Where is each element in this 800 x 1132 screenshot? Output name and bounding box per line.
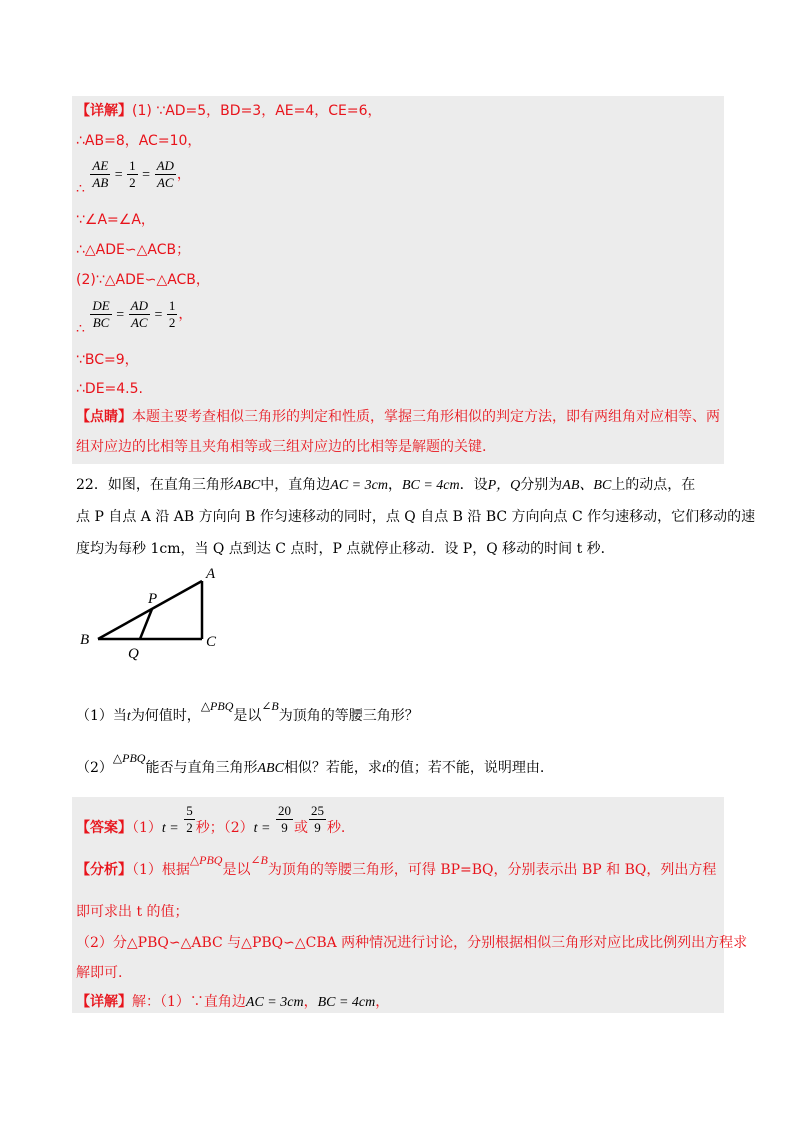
fraction-one-half-2: $\frac{1}{2}$ [168,298,176,330]
analysis-line-4: 解即可. [76,965,123,981]
solution-line-7: ∴ $\frac{DE}{BC}$ = $\frac{AD}{AC}$ = $\frac{1}{2}$ ， [76,298,193,337]
q22-sub-2: （2）△PBQ能否与直角三角形ABC相似？若能，求t的值；若不能，说明理由. [76,751,545,776]
q22-sub-1: （1）当t为何值时，△PBQ是以∠B为顶角的等腰三角形？ [76,699,419,724]
answer-line: 【答案】（1）t = $\frac{5}{2}$ 秒；（2）t = $\frac{20}{9}$ 或 $\frac{25}{9}$ 秒. [76,803,346,836]
solution-text: (1) ∵AD=5，BD=3，AE=4，CE=6， [132,103,382,119]
q22-line-3: 度均为每秒 1cm，当 Q 点到达 C 点时，P 点就停止移动．设 P，Q 移动的时间 t 秒． [76,541,615,557]
fraction-5-2: $\frac{5}{2}$ [186,803,193,835]
analysis-line-3: （2）分△PBQ∽△ABC 与△PBQ∽△CBA 两种情况进行讨论，分别根据相似三角形对应比成比例列出方程求 [76,935,748,951]
solution-line-6: (2)∵△ADE∽△ACB， [76,272,210,288]
analysis-line-2: 即可求出 t 的值； [76,904,189,920]
analysis-line-1: 【分析】（1）根据△PBQ是以∠B为顶角的等腰三角形，可得 BP=BQ，分别表示出 BP 和 BQ，列出方程 [76,853,717,878]
dianjing-tag: 【点睛】 [76,409,132,425]
fraction-ad-ac: $\frac{AD}{AC}$ [156,158,174,190]
solution-line-5: ∴△ADE∽△ACB； [76,242,191,258]
fraction-ad-ac-2: $\frac{AD}{AC}$ [130,298,148,330]
detail-tag-2: 【详解】 [76,994,132,1010]
dianjing-line-2: 组对应边的比相等且夹角相等或三组对应边的比相等是解题的关键. [76,439,487,455]
fraction-one-half: $\frac{1}{2}$ [129,158,136,190]
label-b: B [80,632,90,648]
analysis-tag: 【分析】 [76,862,132,878]
solution-line-8: ∵BC=9， [76,352,139,368]
triangle-figure [72,566,252,662]
detail-tag: 【详解】 [76,103,132,119]
label-q: Q [128,646,139,662]
side-ab [98,581,202,639]
solution-line-1 [76,101,382,121]
fraction-25-9: $\frac{25}{9}$ [310,803,324,835]
detail-line: 【详解】解：（1）∵直角边AC = 3cm，BC = 4cm， [76,994,390,1010]
label-p: P [148,591,158,607]
fraction-de-bc: $\frac{DE}{BC}$ [92,298,110,330]
answer-tag: 【答案】 [76,819,132,836]
solution-line-2: ∴AB=8，AC=10， [76,133,202,149]
therefore-symbol: ∴ [76,180,85,197]
label-c: C [206,634,217,650]
solution-line-9: ∴DE=4.5. [76,381,143,397]
q22-line-2: 点 P 自点 A 沿 AB 方向向 B 作匀速移动的同时，点 Q 自点 B 沿 BC 方向向点 C 作匀速移动，它们移动的速 [76,509,756,525]
fraction-20-9: $\frac{20}{9}$ [277,803,291,835]
fraction-ae-ab: $\frac{AE}{AB}$ [92,158,109,190]
dianjing-line-1: 【点睛】本题主要考查相似三角形的判定和性质，掌握三角形相似的判定方法，即有两组角对应相等、两 [76,409,720,425]
q22-line-1: 22．如图，在直角三角形ABC中，直角边AC = 3cm，BC = 4cm．设P，Q分别为AB、BC上的动点，在 [76,477,696,493]
label-a: A [206,566,216,582]
solution-line-3: ∴ $\frac{AE}{AB}$ = $\frac{1}{2}$ = $\frac{AD}{AC}$ ， [76,158,191,197]
solution-line-4: ∵∠A=∠A， [76,212,155,228]
